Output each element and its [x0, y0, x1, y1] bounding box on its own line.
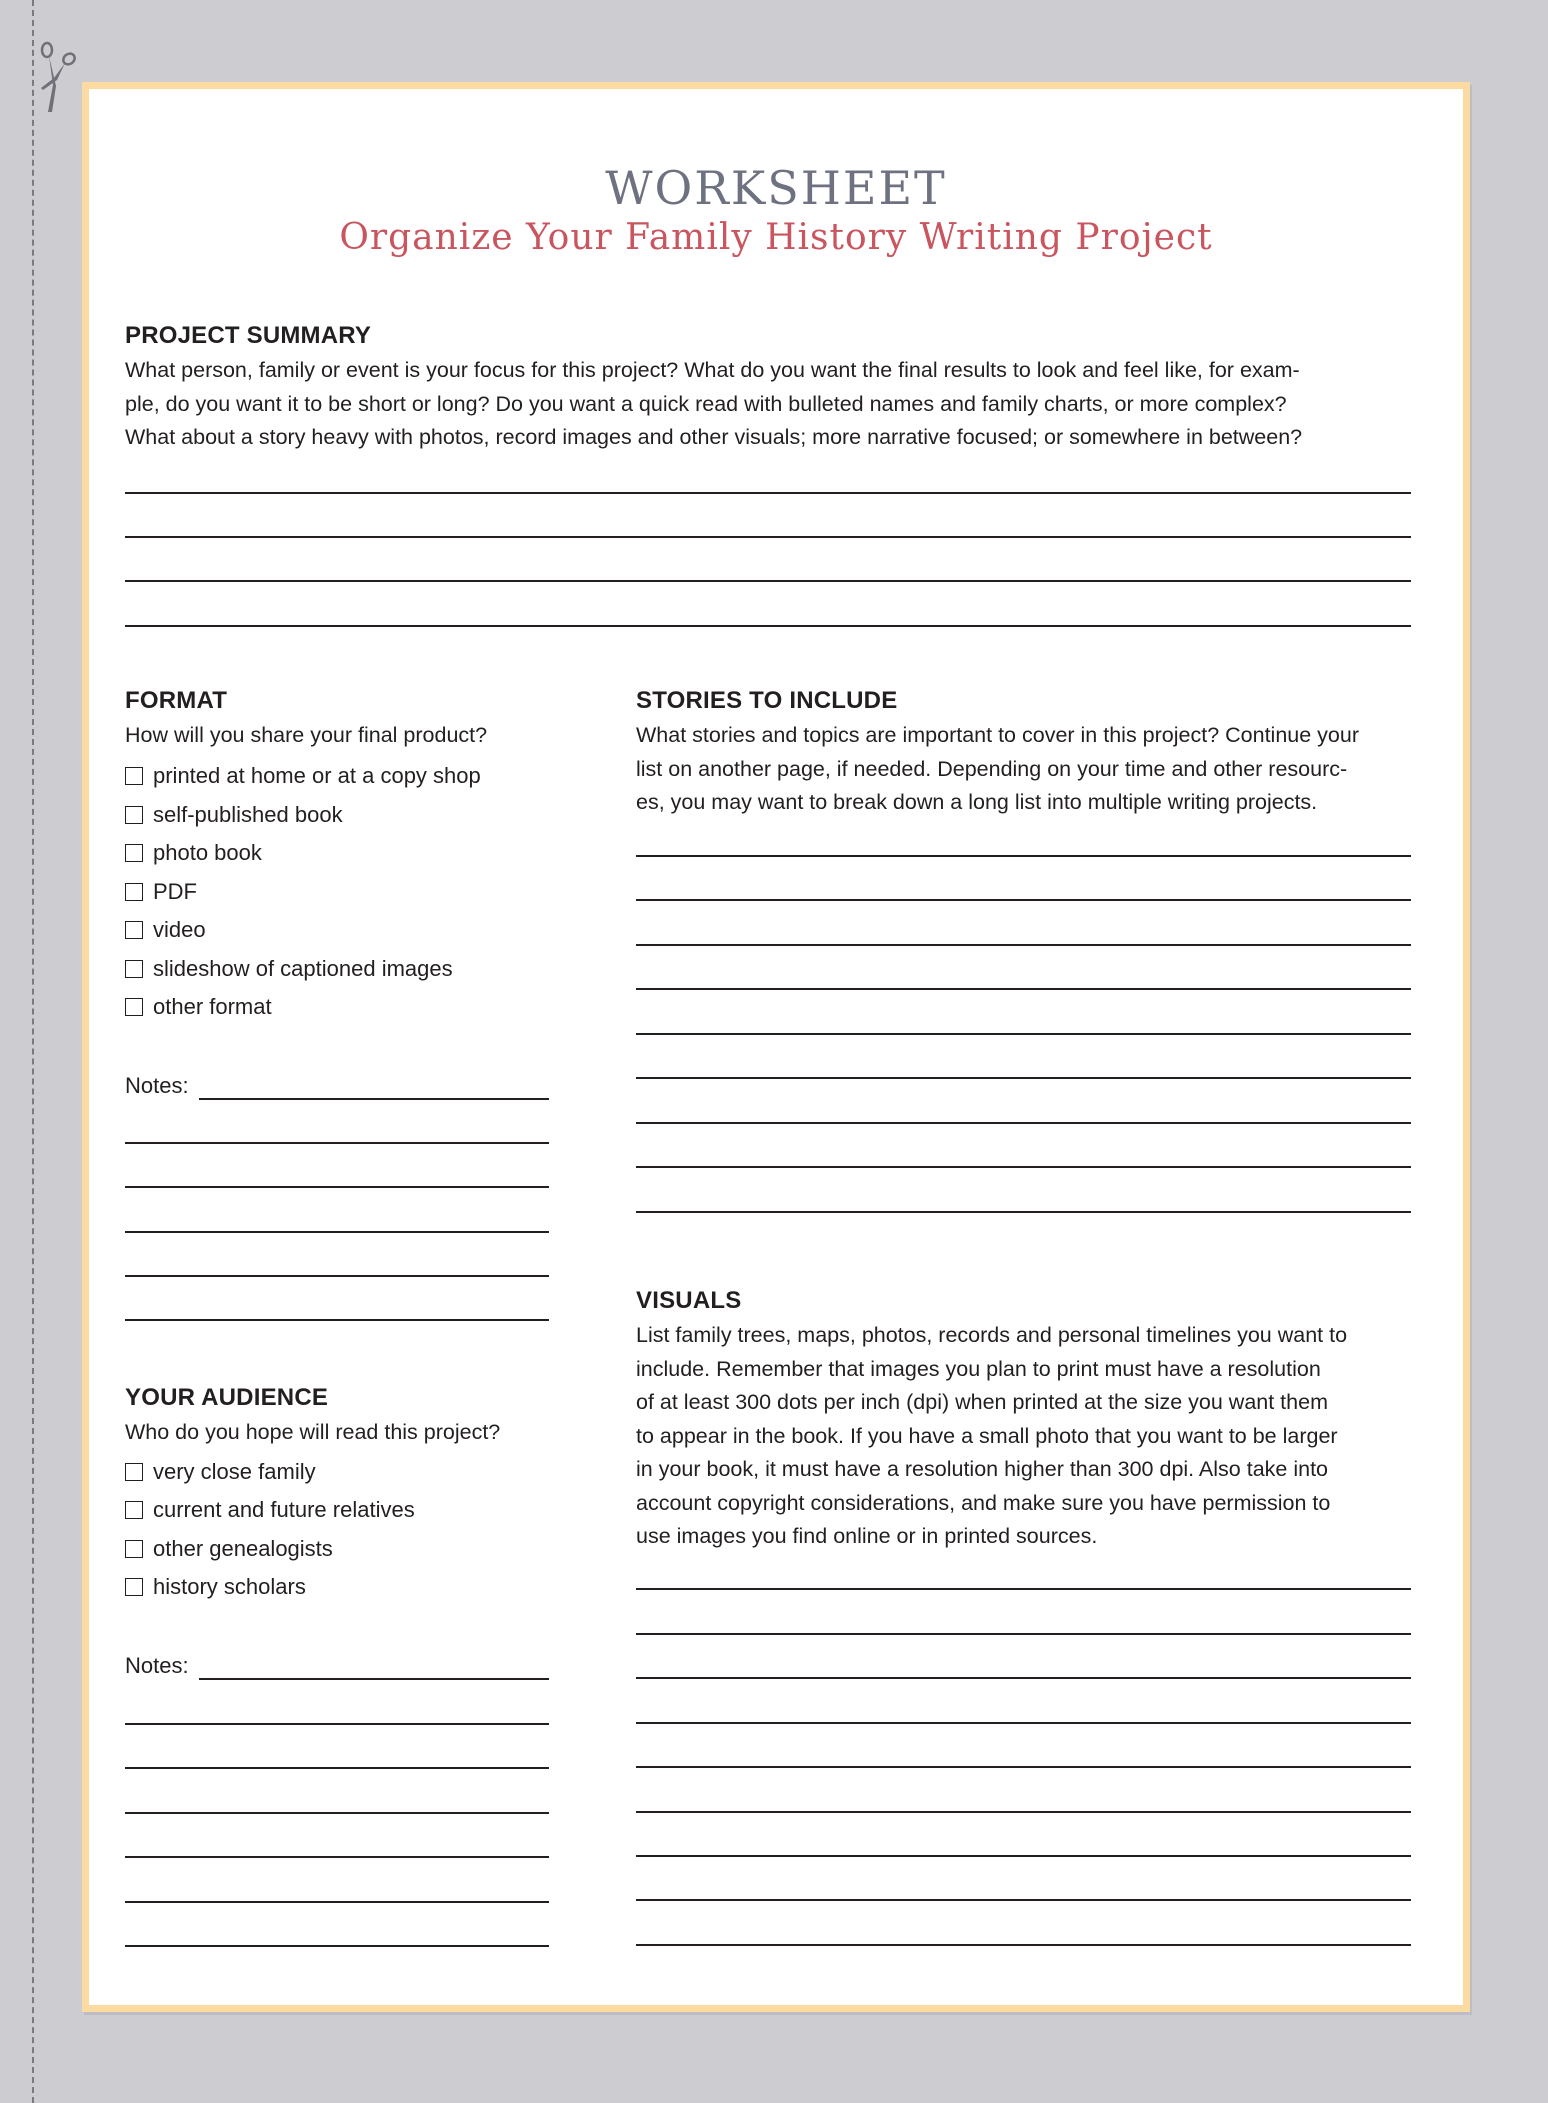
stories-answer-line[interactable] — [636, 1166, 1411, 1168]
option-label: history scholars — [153, 1574, 306, 1599]
audience-notes-line[interactable] — [125, 1945, 549, 1947]
worksheet-title: WORKSHEET — [605, 161, 947, 215]
summary-answer-line-4[interactable] — [125, 625, 1411, 627]
visuals-answer-line[interactable] — [636, 1588, 1411, 1590]
checkbox[interactable] — [125, 1463, 143, 1481]
checkbox[interactable] — [125, 844, 143, 862]
audience-question: Who do you hope will read this project? — [125, 1420, 501, 1444]
audience-heading: YOUR AUDIENCE — [125, 1384, 329, 1411]
format-notes-line[interactable] — [199, 1098, 549, 1100]
format-notes-line[interactable] — [125, 1275, 549, 1277]
format-option[interactable] — [125, 992, 272, 1022]
visuals-answer-line[interactable] — [636, 1944, 1411, 1946]
summary-answer-line-1[interactable] — [125, 492, 1411, 494]
option-label: slideshow of captioned images — [153, 956, 453, 981]
format-notes-line[interactable] — [125, 1319, 549, 1321]
project-summary-line: What about a story heavy with photos, record images and other visuals; more narrative focused; or somewhere in between? — [125, 425, 1303, 449]
stories-answer-line[interactable] — [636, 899, 1411, 901]
summary-answer-line-3[interactable] — [125, 580, 1411, 582]
audience-notes-line[interactable] — [125, 1901, 549, 1903]
audience-notes-line[interactable] — [125, 1812, 549, 1814]
project-summary-line: ple, do you want it to be short or long? Do you want a quick read with bulleted names and family charts, or more complex? — [125, 391, 1287, 416]
checkbox[interactable] — [125, 921, 143, 939]
audience-option[interactable] — [125, 1495, 415, 1525]
option-label: other format — [153, 994, 272, 1019]
stories-line: list on another page, if needed. Depending on your time and other resourc- — [636, 756, 1348, 781]
stories-text — [636, 719, 1359, 820]
visuals-answer-line[interactable] — [636, 1899, 1411, 1901]
format-option[interactable] — [125, 761, 481, 791]
format-question: How will you share your final product? — [125, 723, 488, 747]
visuals-line: List family trees, maps, photos, records and personal timelines you want to — [636, 1323, 1348, 1347]
audience-notes-line[interactable] — [199, 1678, 549, 1680]
visuals-answer-line[interactable] — [636, 1722, 1411, 1724]
format-option[interactable] — [125, 954, 453, 984]
stories-answer-line[interactable] — [636, 1211, 1411, 1213]
stories-line: What stories and topics are important to cover in this project? Continue your — [636, 723, 1359, 747]
visuals-answer-line[interactable] — [636, 1811, 1411, 1813]
option-label: very close family — [153, 1459, 316, 1484]
project-summary-line: What person, family or event is your focus for this project? What do you want the final results to look and feel like, for exam- — [125, 358, 1300, 382]
stories-answer-line[interactable] — [636, 944, 1411, 946]
visuals-line: use images you find online or in printed sources. — [636, 1524, 1098, 1548]
option-label: video — [153, 917, 206, 942]
format-option[interactable] — [125, 915, 206, 945]
checkbox[interactable] — [125, 806, 143, 824]
visuals-heading: VISUALS — [636, 1287, 742, 1314]
audience-notes-line[interactable] — [125, 1767, 549, 1769]
worksheet-subtitle: Organize Your Family History Writing Project — [339, 217, 1213, 258]
scissors-icon — [36, 40, 80, 115]
stories-answer-line[interactable] — [636, 1077, 1411, 1079]
summary-answer-line-2[interactable] — [125, 536, 1411, 538]
format-option[interactable] — [125, 838, 262, 868]
format-option[interactable] — [125, 877, 197, 907]
stories-answer-line[interactable] — [636, 988, 1411, 990]
checkbox[interactable] — [125, 1501, 143, 1519]
audience-option[interactable] — [125, 1457, 316, 1487]
format-heading: FORMAT — [125, 687, 228, 714]
option-label: printed at home or at a copy shop — [153, 763, 481, 788]
visuals-line: account copyright considerations, and make sure you have permission to — [636, 1490, 1331, 1515]
visuals-text — [636, 1319, 1347, 1554]
stories-heading: STORIES TO INCLUDE — [636, 687, 898, 714]
checkbox[interactable] — [125, 767, 143, 785]
option-label: self-published book — [153, 802, 343, 827]
visuals-line: to appear in the book. If you have a small photo that you want to be larger — [636, 1423, 1338, 1448]
visuals-answer-line[interactable] — [636, 1633, 1411, 1635]
checkbox[interactable] — [125, 883, 143, 901]
audience-option[interactable] — [125, 1572, 306, 1602]
visuals-answer-line[interactable] — [636, 1855, 1411, 1857]
checkbox[interactable] — [125, 1578, 143, 1596]
visuals-answer-line[interactable] — [636, 1677, 1411, 1679]
format-option[interactable] — [125, 800, 343, 830]
visuals-line: of at least 300 dots per inch (dpi) when printed at the size you want them — [636, 1390, 1328, 1414]
format-notes-label: Notes: — [125, 1073, 189, 1098]
visuals-line: include. Remember that images you plan to print must have a resolution — [636, 1356, 1321, 1381]
option-label: PDF — [153, 879, 197, 904]
stories-answer-line[interactable] — [636, 855, 1411, 857]
audience-notes-line[interactable] — [125, 1856, 549, 1858]
option-label: photo book — [153, 840, 262, 865]
cut-line — [32, 0, 34, 2103]
worksheet-card — [82, 82, 1470, 2012]
checkbox[interactable] — [125, 960, 143, 978]
checkbox[interactable] — [125, 998, 143, 1016]
audience-notes-label: Notes: — [125, 1653, 189, 1678]
option-label: other genealogists — [153, 1536, 333, 1561]
project-summary-heading: PROJECT SUMMARY — [125, 322, 372, 349]
project-summary-text — [125, 354, 1302, 455]
stories-answer-line[interactable] — [636, 1122, 1411, 1124]
format-notes-line[interactable] — [125, 1142, 549, 1144]
stories-answer-line[interactable] — [636, 1033, 1411, 1035]
format-notes-line[interactable] — [125, 1231, 549, 1233]
format-notes-line[interactable] — [125, 1186, 549, 1188]
visuals-answer-line[interactable] — [636, 1766, 1411, 1768]
option-label: current and future relatives — [153, 1497, 415, 1522]
audience-option[interactable] — [125, 1534, 333, 1564]
visuals-line: in your book, it must have a resolution higher than 300 dpi. Also take into — [636, 1457, 1329, 1481]
checkbox[interactable] — [125, 1540, 143, 1558]
stories-line: es, you may want to break down a long list into multiple writing projects. — [636, 790, 1318, 814]
audience-notes-line[interactable] — [125, 1723, 549, 1725]
